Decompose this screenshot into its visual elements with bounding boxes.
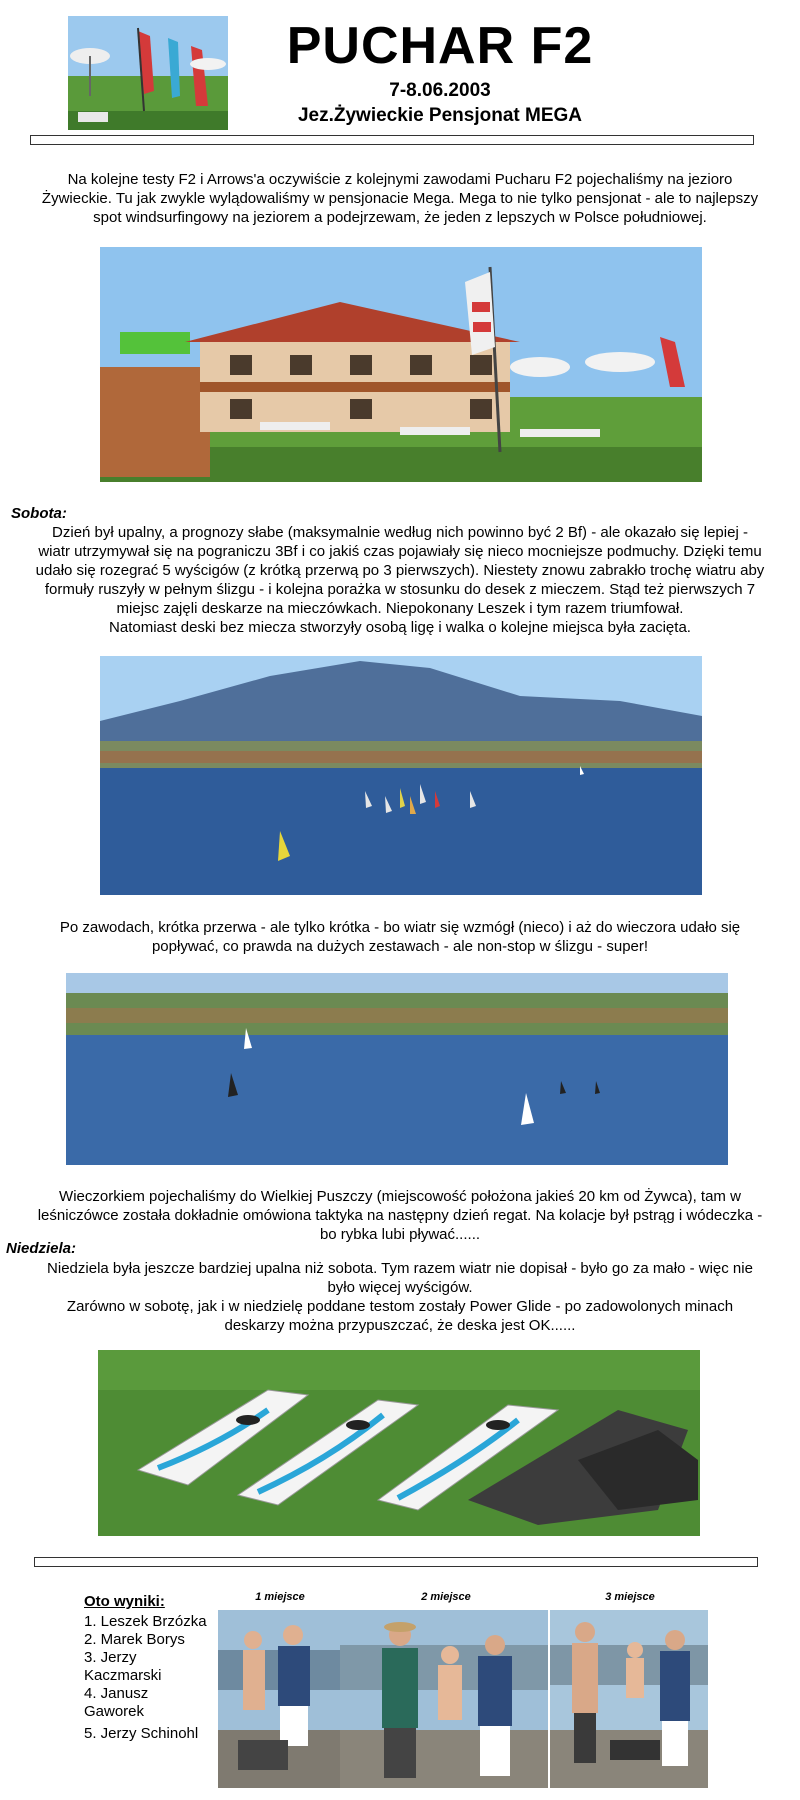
intro-line: spot windsurfingowy na jeziorem a podejrzewam, że jeden z lepszych w Polsce południowej. [93,209,707,226]
sunday-line: Niedziela była jeszcze bardziej upalna niż sobota. Tym razem wiatr nie dopisał - było go za mało - więc nie [47,1260,753,1277]
after-line: Po zawodach, krótka przerwa - ale tylko krótka - bo wiatr się wzmógł (nieco) i aż do wieczora udało się [59,919,741,936]
lake-windsurfers-photo [66,973,728,1165]
podium-photo-2 [340,1610,548,1788]
pension-photo [100,247,702,482]
podium-photo-3 [550,1610,708,1788]
result-item: 3. Jerzy [84,1649,137,1666]
page-title: PUCHAR F2 [286,17,594,75]
event-date: 7-8.06.2003 [389,80,491,101]
result-item: 2. Marek Borys [84,1631,185,1648]
intro-line: Na kolejne testy F2 i Arrows'a oczywiście z kolejnymi zawodami Pucharu F2 pojechaliśmy na jezioro [67,171,733,188]
result-item: 4. Janusz [84,1685,149,1702]
top-divider [30,135,754,145]
saturday-line: Dzień był upalny, a prognozy słabe (maksymalnie według nich powinno być 2 Bf) - ale okazało się lepiej - [52,524,748,541]
saturday-line: miejsc zajęli deskarze na mieczówkach. Niepokonany Leszek i tym razem triumfował. [116,600,684,617]
after-paragraph [10,918,790,956]
bottom-divider [34,1557,758,1567]
boards-photo [98,1350,700,1536]
sunday-paragraph [10,1259,790,1335]
result-item: 5. Jerzy Schinohl [84,1725,199,1742]
result-item: 1. Leszek Brzózka [84,1613,207,1630]
intro-paragraph [10,170,790,227]
intro-line: Żywieckie. Tu jak zwykle wylądowaliśmy w pensjonacie Mega. Mega to nie tylko pensjonat - ale to najlepszy [41,190,759,207]
sunday-line: było więcej wyścigów. [327,1279,473,1296]
sunday-line: Zarówno w sobotę, jak i w niedzielę poddane testom zostały Power Glide - po zadowolonych minach [66,1298,734,1315]
saturday-heading: Sobota: [11,505,67,522]
saturday-line: udało się rozegrać 5 wyścigów (z krótką przerwą po 3 pierwszych). Niestety znowu zabrakło trochę wiatru aby [35,562,765,579]
saturday-paragraph [5,523,795,637]
evening-line: bo rybka lubi pływać...... [319,1226,481,1243]
sunday-line: deskarzy można przypuszczać, że deska jest OK...... [224,1317,576,1334]
place-label-2: 2 miejsce [421,1591,471,1603]
place-label-1: 1 miejsce [255,1591,305,1603]
evening-line: leśniczówce została dokładnie omówiona taktyka na następny dzień regat. Na kolacje był pstrąg i wódeczka - [37,1207,763,1224]
result-item: Gaworek [84,1703,145,1720]
place-label-3: 3 miejsce [605,1591,655,1603]
saturday-line: wiatr utrzymywał się na pograniczu 3Bf i co jakiś czas pojawiały się nieco mocniejsze podmuchy. Dzięki temu [38,543,762,560]
podium-photo-1 [218,1610,340,1788]
evening-line: Wieczorkiem pojechaliśmy do Wielkiej Puszczy (miejscowość położona jakieś 20 km od Żywca), tam w [59,1188,741,1205]
results-title: Oto wyniki: [84,1593,165,1610]
evening-paragraph [10,1187,790,1244]
after-line: popływać, co prawda na dużych zestawach - ale non-stop w ślizgu - super! [151,938,649,955]
lake-mountain-photo [100,656,702,895]
saturday-line: Natomiast deski bez miecza stworzyły osobą ligę i walka o kolejne miejsca była zacięta. [109,619,691,636]
saturday-line: formuły ruszyły w pełnym ślizgu - i kolejna porażka w stosunku do desek z mieczem. Stąd też pierwszych 7 [44,581,756,598]
sunday-heading: Niedziela: [6,1240,77,1257]
result-item: Kaczmarski [84,1667,162,1684]
event-place: Jez.Żywieckie Pensjonat MEGA [297,105,583,126]
